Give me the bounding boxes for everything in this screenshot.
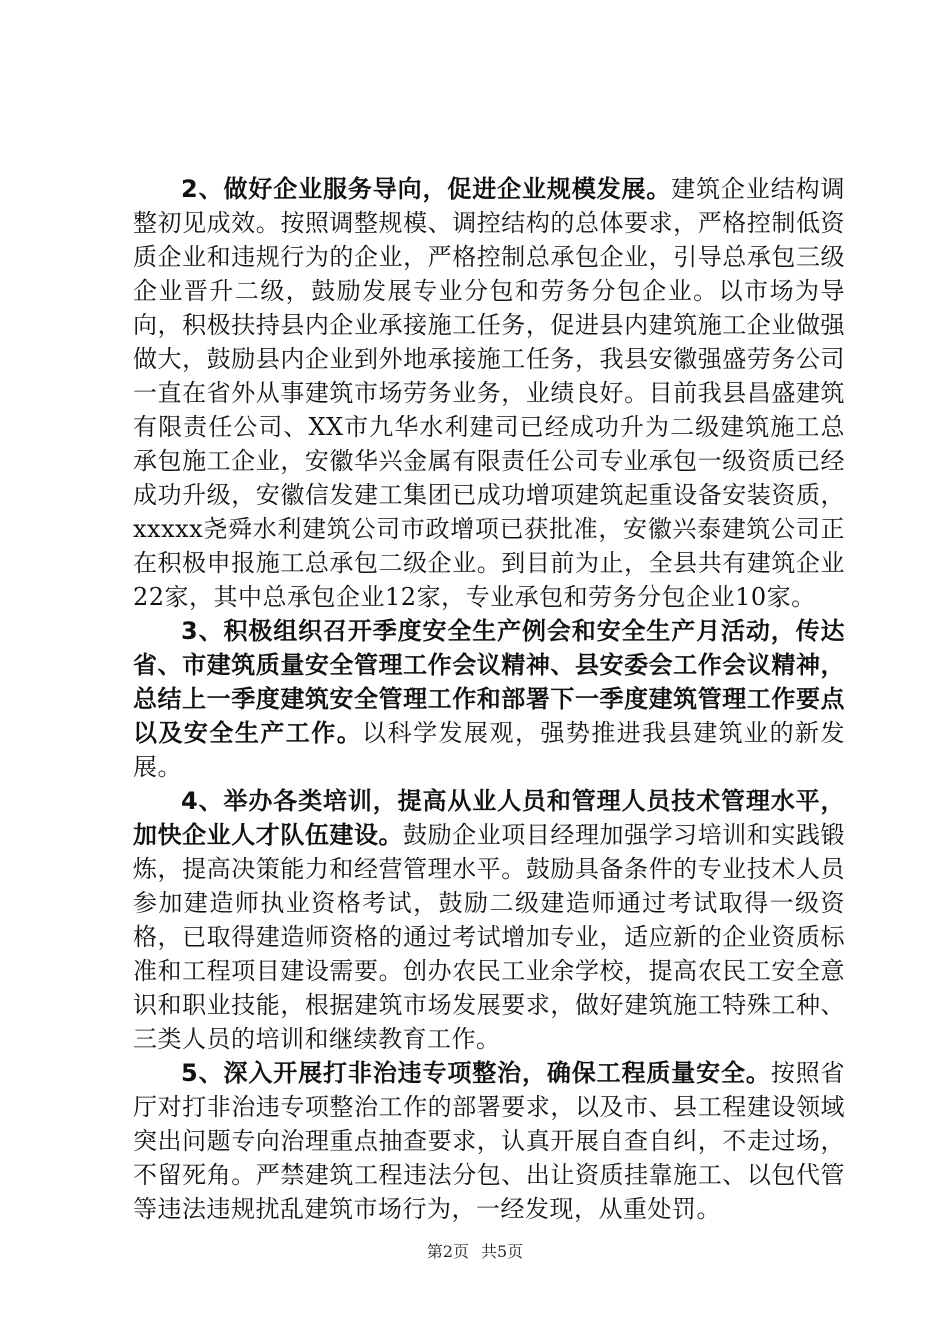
- paragraph-training: [133, 784, 845, 1056]
- paragraph-safety-meeting: [133, 614, 845, 784]
- paragraph-heading: 3、积极组织召开季度安全生产例会和安全生产月活动，传达省、市建筑质量安全管理工作会议精神、县安委会工作会议精神，总结上一季度建筑安全管理工作和部署下一季度建筑管理工作要点以及安全生产工作。: [133, 617, 845, 747]
- paragraph-heading: 2、做好企业服务导向，促进企业规模发展。: [181, 175, 672, 203]
- page-total: 共5页: [481, 1242, 524, 1261]
- paragraph-text: 以科学发展观，强势推进我县建筑业的新发展。: [133, 719, 846, 781]
- document-body: [133, 172, 845, 1226]
- paragraph-text: 鼓励企业项目经理加强学习培训和实践锻炼，提高决策能力和经营管理水平。鼓励具备条件的专业技术人员参加建造师执业资格考试，鼓励二级建造师通过考试取得一级资格，已取得建造师资格的通过考试增加专业，适应新的企业资质标准和工程项目建设需要。创办农民工业余学校，提高农民工安全意识和职业技能，根据建筑市场发展要求，做好建筑施工特殊工种、三类人员的培训和继续教育工作。: [133, 821, 846, 1053]
- paragraph-rectification: [133, 1056, 845, 1226]
- paragraph-heading: 5、深入开展打非治违专项整治，确保工程质量安全。: [181, 1059, 771, 1087]
- paragraph-heading: 4、举办各类培训，提高从业人员和管理人员技术管理水平，加快企业人才队伍建设。: [133, 787, 845, 849]
- paragraph-text: 建筑企业结构调整初见成效。按照调整规模、调控结构的总体要求，严格控制低资质企业和违规行为的企业，严格控制总承包企业，引导总承包三级企业晋升二级，鼓励发展专业分包和劳务分包企业。以市场为导向，积极扶持县内企业承接施工任务，促进县内建筑施工企业做强做大，鼓励县内企业到外地承接施工任务，我县安徽强盛劳务公司一直在省外从事建筑市场劳务业务，业绩良好。目前我县昌盛建筑有限责任公司、XX市九华水利建司已经成功升为二级建筑施工总承包施工企业，安徽华兴金属有限责任公司专业承包一级资质已经成功升级，安徽信发建工集团已成功增项建筑起重设备安装资质，xxxxx尧舜水利建筑公司市政增项已获批准，安徽兴泰建筑公司正在积极申报施工总承包二级企业。到目前为止，全县共有建筑企业22家，其中总承包企业12家，专业承包和劳务分包企业10家。: [133, 175, 845, 611]
- paragraph-text: 按照省厅对打非治违专项整治工作的部署要求，以及市、县工程建设领域突出问题专向治理重点抽查要求，认真开展自查自纠，不走过场，不留死角。严禁建筑工程违法分包、出让资质挂靠施工、以包代管等违法违规扰乱建筑市场行为，一经发现，从重处罚。: [133, 1059, 846, 1223]
- paragraph-enterprise-service: [133, 172, 845, 614]
- page-footer: [0, 1242, 950, 1262]
- page-number: 第2页: [426, 1242, 469, 1261]
